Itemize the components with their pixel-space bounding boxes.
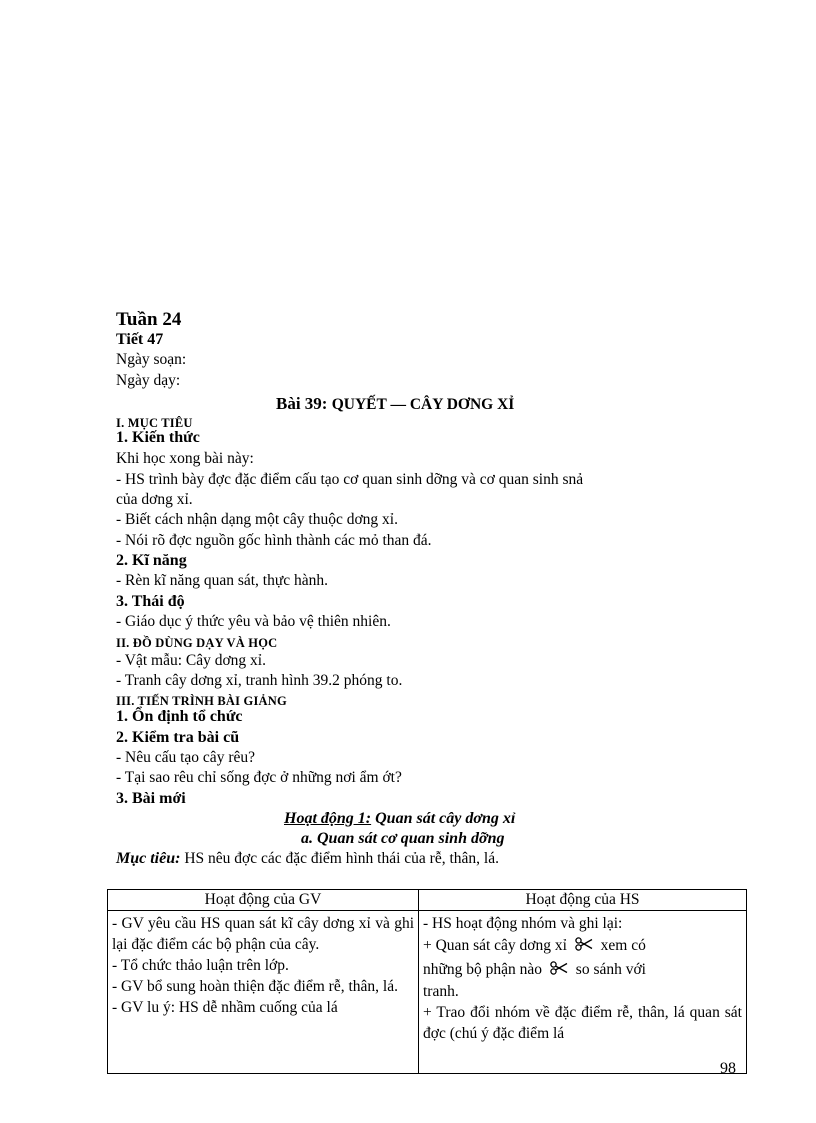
hs-item: - HS hoạt động nhóm và ghi lại: xyxy=(423,915,623,932)
section-attitude: 3. Thái độ xyxy=(116,593,185,610)
hs-item xyxy=(423,934,742,958)
check-item: - Nêu cấu tạo cây rêu? xyxy=(116,749,255,766)
scissors-icon xyxy=(550,961,568,975)
activity-heading xyxy=(284,810,515,828)
materials-item: - Vật mẫu: Cây dơng xỉ. xyxy=(116,652,266,669)
activity-subheading: a. Quan sát cơ quan sinh dỡng xyxy=(301,830,505,847)
gv-item: - GV yêu cầu HS quan sát kĩ cây dơng xỉ và ghi lại đặc điểm các bộ phận của cây. xyxy=(112,915,414,953)
header-gv: Hoạt động của GV xyxy=(108,890,419,911)
lesson-title xyxy=(276,394,514,414)
hs-text: + Quan sát cây dơng xỉ xyxy=(423,937,567,954)
activity-goal xyxy=(116,850,499,868)
lesson-label: Bài 39: xyxy=(276,394,328,413)
activity-table xyxy=(107,889,747,1074)
week-label: Tuần 24 xyxy=(116,309,182,330)
page-number: 98 xyxy=(720,1060,736,1077)
section-knowledge: 1. Kiến thức xyxy=(116,429,200,446)
period-label: Tiết 47 xyxy=(116,331,164,348)
lesson-name: QUYẾT — CÂY DƠNG XỈ xyxy=(331,396,515,413)
gv-item: - Tổ chức thảo luận trên lớp. xyxy=(112,957,289,974)
skills-item: - Rèn kĩ năng quan sát, thực hành. xyxy=(116,572,329,589)
hs-text: xem có xyxy=(600,937,646,954)
hs-item: tranh. xyxy=(423,983,459,1000)
hs-item xyxy=(423,958,742,982)
section-skills: 2. Kĩ năng xyxy=(116,552,187,569)
goal-text: HS nêu đợc các đặc điểm hình thái của rễ, thân, lá. xyxy=(184,850,499,867)
section-process: III. TIẾN TRÌNH BÀI GIẢNG xyxy=(116,694,287,708)
hs-item: + Trao đổi nhóm về đặc điểm rễ, thân, lá quan sát đợc (chú ý đặc điểm lá xyxy=(423,1004,742,1042)
knowledge-item: của dơng xỉ. xyxy=(116,491,193,508)
section-materials: II. ĐỒ DÙNG DẠY VÀ HỌC xyxy=(116,636,278,650)
section-check-old: 2. Kiểm tra bài cũ xyxy=(116,729,240,746)
hs-text: so sánh với xyxy=(575,961,646,978)
scissors-icon xyxy=(575,937,593,951)
attitude-item: - Giáo dục ý thức yêu và bảo vệ thiên nhiên. xyxy=(116,613,391,630)
hs-cell xyxy=(419,911,747,1074)
activity-label: Hoạt động 1: xyxy=(284,810,372,827)
activity-title: Quan sát cây dơng xỉ xyxy=(375,810,516,827)
knowledge-intro: Khi học xong bài này: xyxy=(116,450,254,467)
table-row xyxy=(108,911,747,1074)
table-header-row xyxy=(108,890,747,911)
knowledge-item: - HS trình bày đợc đặc điểm cấu tạo cơ quan sinh dỡng và cơ quan sinh snả xyxy=(116,471,584,488)
header-hs: Hoạt động của HS xyxy=(419,890,747,911)
materials-item: - Tranh cây dơng xỉ, tranh hình 39.2 phóng to. xyxy=(116,672,403,689)
section-new-lesson: 3. Bài mới xyxy=(116,790,186,807)
section-stabilize: 1. Ổn định tổ chức xyxy=(116,708,243,725)
hs-text: những bộ phận nào xyxy=(423,961,543,978)
section-objectives: I. MỤC TIÊU xyxy=(116,416,193,430)
goal-label: Mục tiêu: xyxy=(116,850,181,867)
gv-item: - GV lu ý: HS dễ nhầm cuống của lá xyxy=(112,999,338,1016)
prep-date-label: Ngày soạn: xyxy=(116,351,187,368)
teach-date-label: Ngày dạy: xyxy=(116,372,181,389)
knowledge-item: - Biết cách nhận dạng một cây thuộc dơng xỉ. xyxy=(116,511,398,528)
knowledge-item: - Nói rõ đợc nguồn gốc hình thành các mỏ than đá. xyxy=(116,532,432,549)
gv-cell xyxy=(108,911,419,1074)
gv-item: - GV bổ sung hoàn thiện đặc điểm rễ, thân, lá. xyxy=(112,978,398,995)
check-item: - Tại sao rêu chỉ sống đợc ở những nơi ẩm ớt? xyxy=(116,769,402,786)
